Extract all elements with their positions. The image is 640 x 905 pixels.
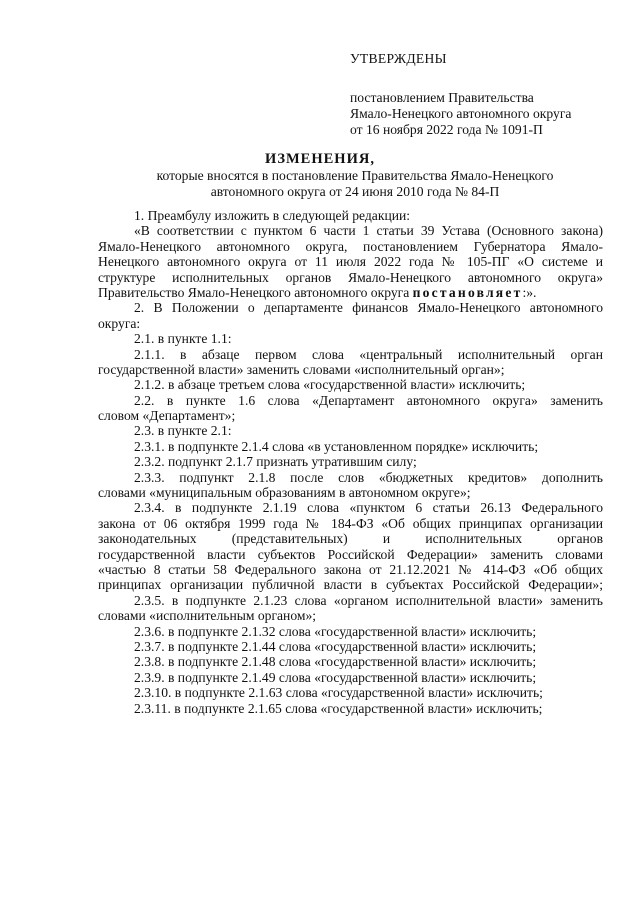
paragraph-line: 2.3. в пункте 2.1:: [134, 423, 232, 439]
paragraph-line: «частью 8 статьи 58 Федерального закона от 21.12.2021 № 414-ФЗ «Об общих: [98, 561, 603, 577]
paragraph-line: словами «муниципальным образованиям в автономном округе»;: [98, 485, 471, 501]
paragraph-line: 2.3.1. в подпункте 2.1.4 слова «в установленном порядке» исключить;: [134, 438, 539, 454]
paragraph-line: «В соответствии с пунктом 6 части 1 статьи 39 Устава (Основного закона): [134, 223, 603, 239]
paragraph-line: законодательных (представительных) и исполнительных органов: [98, 531, 603, 547]
paragraph-line: 2.3.2. подпункт 2.1.7 признать утратившим силу;: [134, 454, 417, 470]
paragraph-line: 2.2. в пункте 1.6 слова «Департамент автономного округа» заменить: [134, 392, 603, 408]
paragraph-line: 1. Преамбулу изложить в следующей редакции:: [134, 208, 411, 223]
document-title: ИЗМЕНЕНИЯ,: [265, 151, 375, 167]
document-subtitle-line: автономного округа от 24 июня 2010 года № 84-П: [210, 184, 500, 199]
paragraph-line: 2.1.2. в абзаце третьем слова «государственной власти» исключить;: [134, 377, 526, 393]
paragraph-line: Ямало-Ненецкого автономного округа, постановлением Губернатора Ямало-: [98, 238, 603, 254]
paragraph-line: словом «Департамент»;: [98, 408, 236, 424]
paragraph-line: закона от 06 октября 1999 года № 184-ФЗ «Об общих принципах организации: [98, 515, 603, 531]
paragraph-line: 2.3.4. в подпункте 2.1.19 слова «пунктом 6 статьи 26.13 Федерального: [134, 500, 603, 516]
paragraph-line: структуре исполнительных органов Ямало-Ненецкого автономного округа»: [98, 269, 603, 285]
paragraph-line: принципах организации публичной власти в субъектах Российской Федерации»;: [98, 577, 603, 593]
paragraph-line: 2.3.5. в подпункте 2.1.23 слова «органом исполнительной власти» заменить: [134, 592, 603, 608]
paragraph-line: 2.3.6. в подпункте 2.1.32 слова «государственной власти» исключить;: [134, 623, 537, 639]
approval-line: постановлением Правительства: [350, 90, 534, 105]
paragraph-line: округа:: [98, 315, 141, 331]
paragraph-line: 2.3.8. в подпункте 2.1.48 слова «государственной власти» исключить;: [134, 654, 537, 670]
paragraph-line: государственной власти субъектов Российской Федерации» заменить словами: [98, 546, 603, 562]
paragraph-line: 2.1. в пункте 1.1:: [134, 331, 232, 347]
paragraph-line: 2. В Положении о департаменте финансов Ямало-Ненецкого автономного: [134, 300, 603, 316]
document-body: [98, 208, 603, 716]
resolves-word: постановляет: [412, 284, 523, 300]
document-subtitle-line: которые вносятся в постановление Правительства Ямало-Ненецкого: [156, 168, 554, 183]
paragraph-line: 2.3.7. в подпункте 2.1.44 слова «государственной власти» исключить;: [134, 638, 537, 654]
approval-line: Ямало-Ненецкого автономного округа: [350, 106, 572, 121]
paragraph-line: 2.1.1. в абзаце первом слова «центральный исполнительный орган: [134, 346, 603, 362]
paragraph-line: 2.3.10. в подпункте 2.1.63 слова «государственной власти» исключить;: [134, 685, 543, 701]
paragraph-line: государственной власти» заменить словами «исполнительный орган»;: [98, 361, 505, 377]
paragraph-line: Ненецкого автономного округа от 11 июля 2022 года № 105-ПГ «О системе и: [98, 254, 603, 270]
paragraph-line: 2.3.3. подпункт 2.1.8 после слов «бюджетных кредитов» дополнить: [134, 469, 603, 485]
paragraph-line: 2.3.9. в подпункте 2.1.49 слова «государственной власти» исключить;: [134, 669, 537, 685]
preamble-text: Правительство Ямало-Ненецкого автономного округа: [98, 284, 413, 300]
approval-line: от 16 ноября 2022 года № 1091-П: [350, 122, 543, 137]
approval-title: УТВЕРЖДЕНЫ: [350, 51, 447, 66]
paragraph-line: словами «исполнительным органом»;: [98, 608, 317, 624]
preamble-end: :».: [522, 284, 537, 300]
paragraph-line: 2.3.11. в подпункте 2.1.65 слова «государственной власти» исключить;: [134, 700, 543, 716]
paragraph-line: [98, 285, 603, 300]
